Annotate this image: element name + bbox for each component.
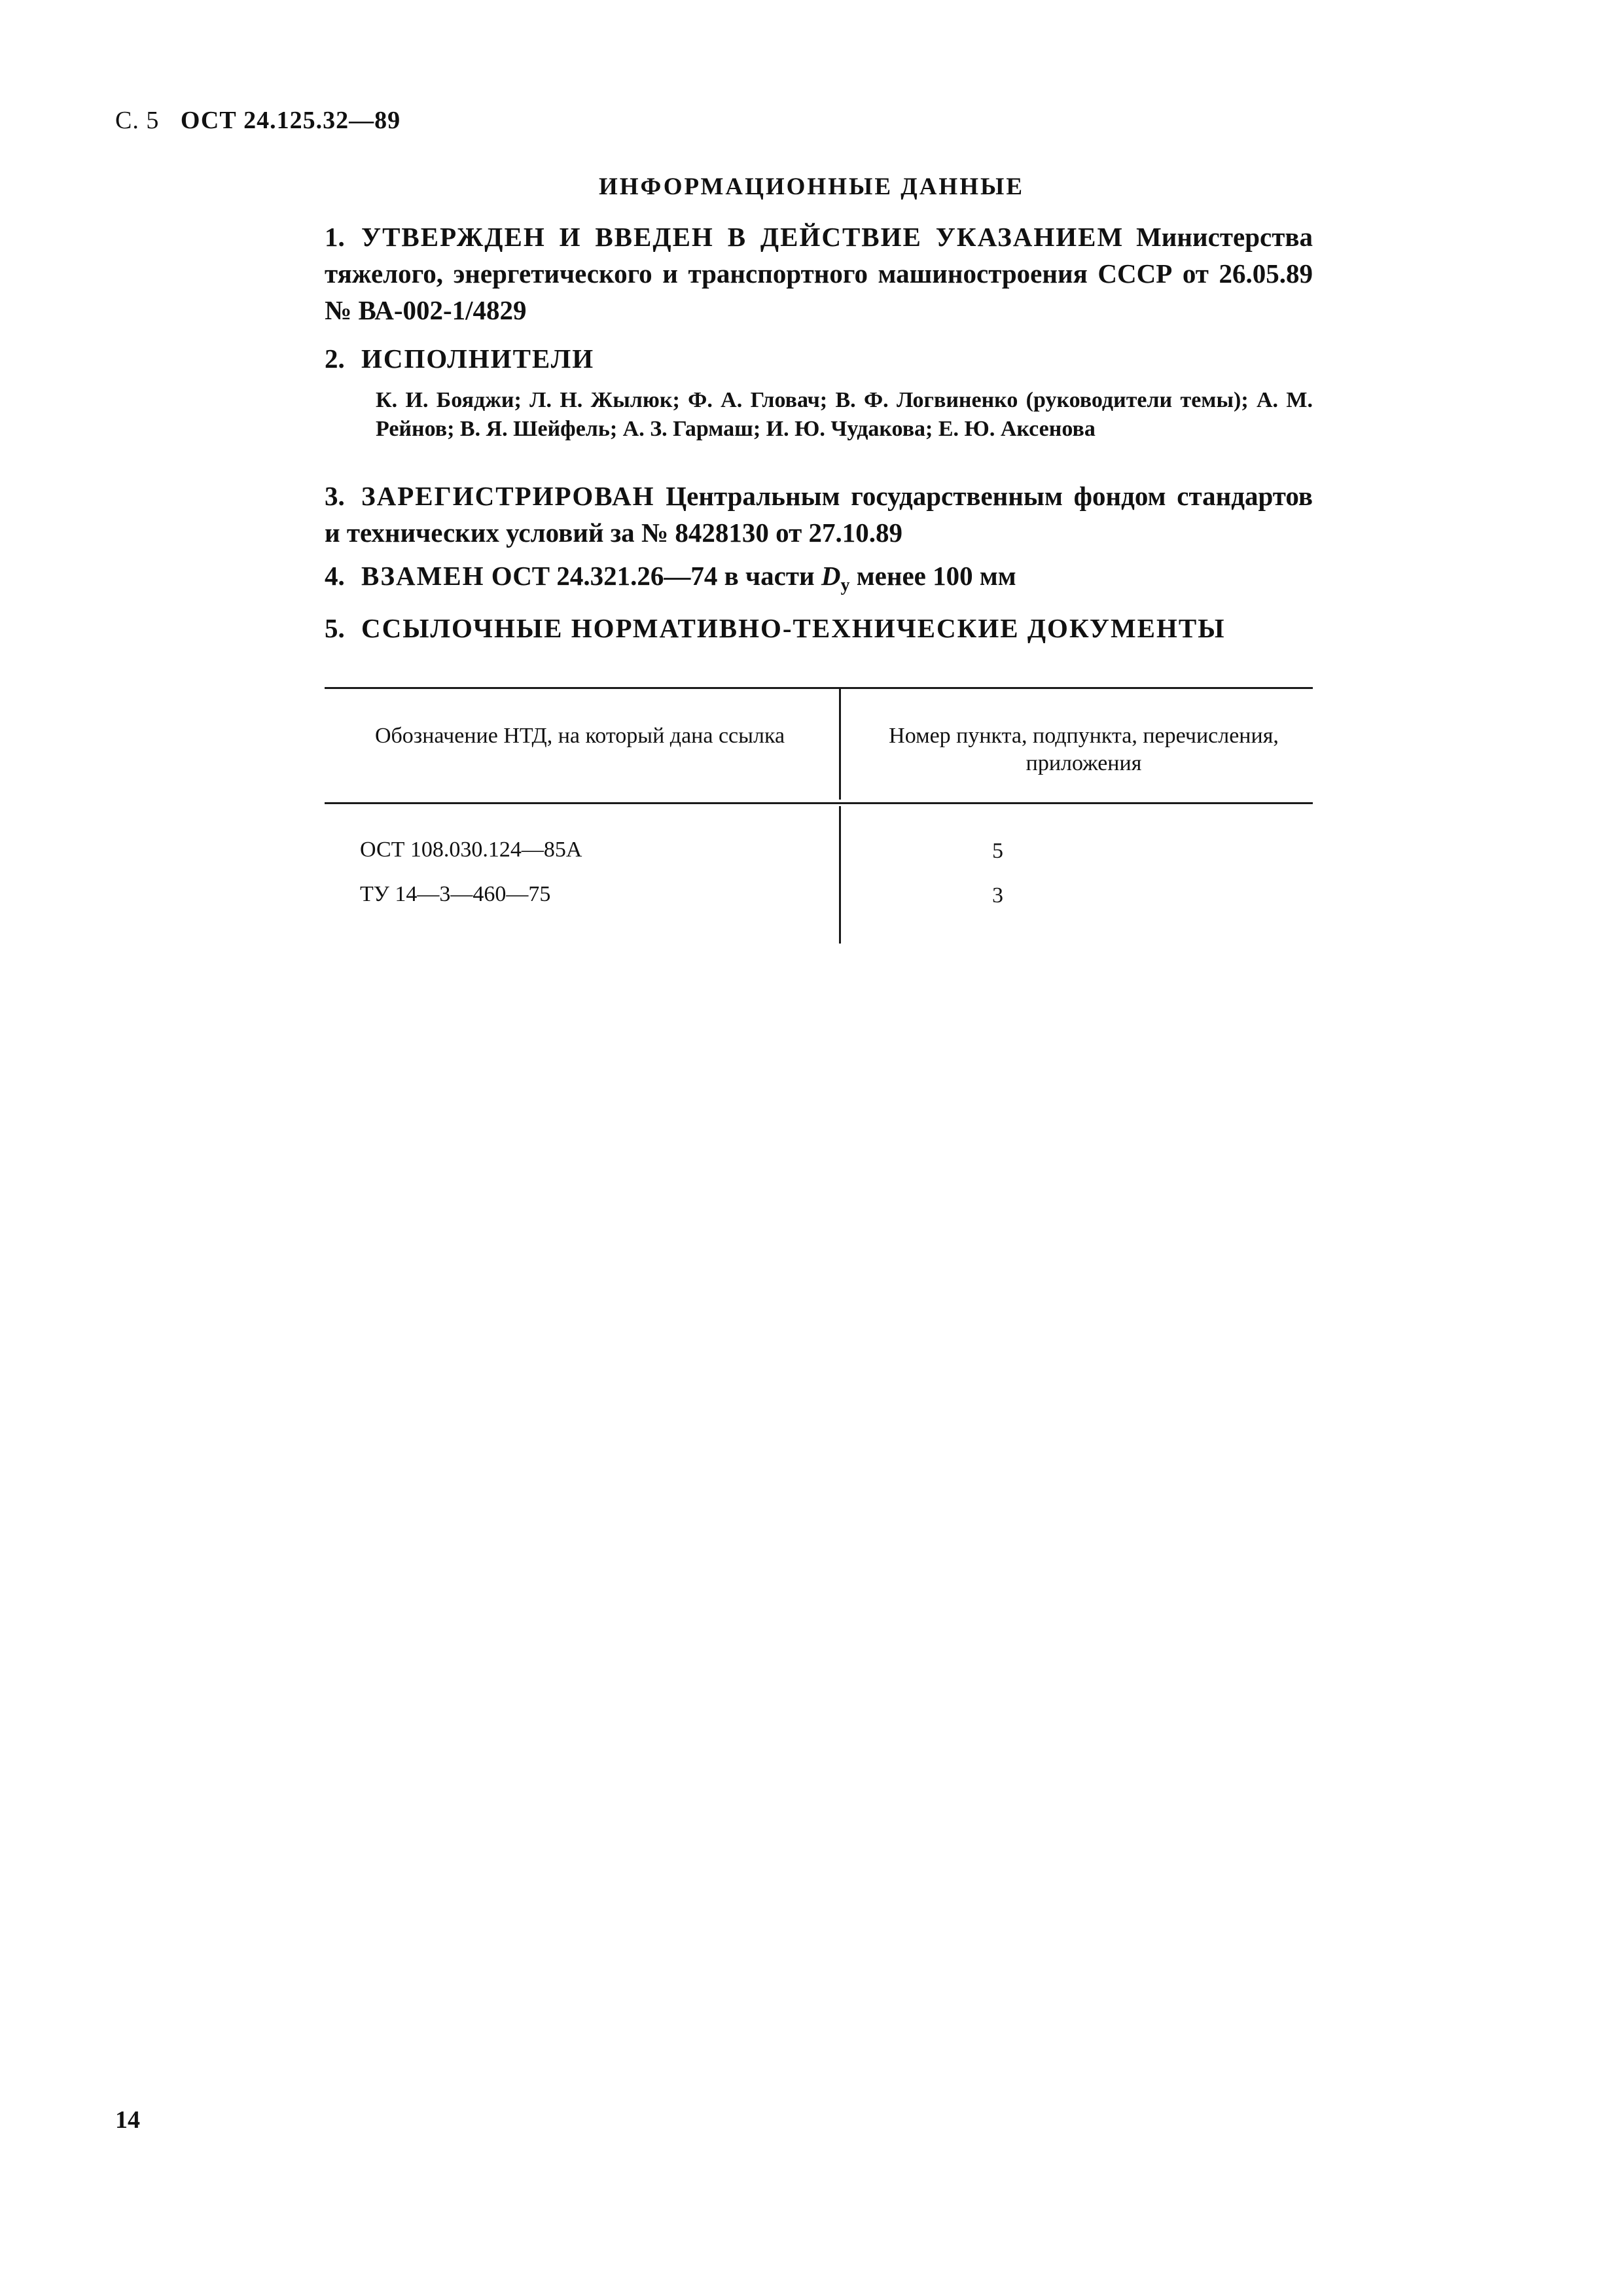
executors-list: К. И. Бояджи; Л. Н. Жылюк; Ф. А. Гловач; В. Ф. Логвиненко (руководители темы); А. М. Рейнов; В. Я. Шейфель; А. З. Гармаш; И. Ю. Чудакова; Е. Ю. Аксенова [376,388,1313,441]
table-row-ref: 5 [992,839,1003,863]
table-header-document: Обозначение НТД, на который дана ссылка [374,724,785,748]
nominal-diameter-subscript: у [840,575,850,596]
section-title: ИНФОРМАЦИОННЫЕ ДАННЫЕ [598,173,1024,200]
page-number: 14 [115,2106,140,2134]
table-column-divider-head [839,687,841,800]
item-heading: УТВЕРЖДЕН И ВВЕДЕН В ДЕЙСТВИЕ УКАЗАНИЕМ [361,222,1124,252]
page-header [115,106,401,135]
item-number: 4. [325,561,345,591]
item-heading: ССЫЛОЧНЫЕ НОРМАТИВНО-ТЕХНИЧЕСКИЕ ДОКУМЕНТЫ [361,613,1226,643]
table-row-doc: ТУ 14—3—460—75 [360,882,551,906]
table-top-rule [325,687,1313,689]
item-number: 1. [325,222,345,252]
table-row-doc: ОСТ 108.030.124—85А [360,838,582,862]
item-heading: ИСПОЛНИТЕЛИ [361,344,595,374]
info-item-approved [325,219,1313,328]
item-number: 5. [325,613,345,643]
nominal-diameter-symbol: D [821,561,841,591]
info-item-references [325,610,1313,646]
info-item-replaces [325,557,1313,604]
info-item-registered [325,478,1313,551]
item-number: 2. [325,344,345,374]
item-text: Министерства тяжелого, энергетического и транспортного машиностроения СССР от 26.05.89 № ВА-002-1/4829 [325,222,1313,325]
info-item-executors [325,340,1313,377]
page-label: С. 5 [115,107,160,134]
table-row-ref: 3 [992,883,1003,908]
item-heading: ВЗАМЕН [361,561,485,591]
item-text-pre: ОСТ 24.321.26—74 в части [484,561,821,591]
document-code: ОСТ 24.125.32—89 [180,107,401,134]
table-header-clause: Номер пункта, подпункта, перечисления, приложения [889,724,1279,775]
item-heading: ЗАРЕГИСТРИРОВАН [361,481,655,511]
item-number: 3. [325,481,345,511]
table-column-divider-body [839,806,841,944]
references-table [325,687,1313,949]
item-text-post: менее 100 мм [849,561,1016,591]
item-text: Центральным государственным фондом стандартов и технических условий за № 8428130 от 27.10.89 [325,481,1313,548]
table-header-rule [325,802,1313,804]
